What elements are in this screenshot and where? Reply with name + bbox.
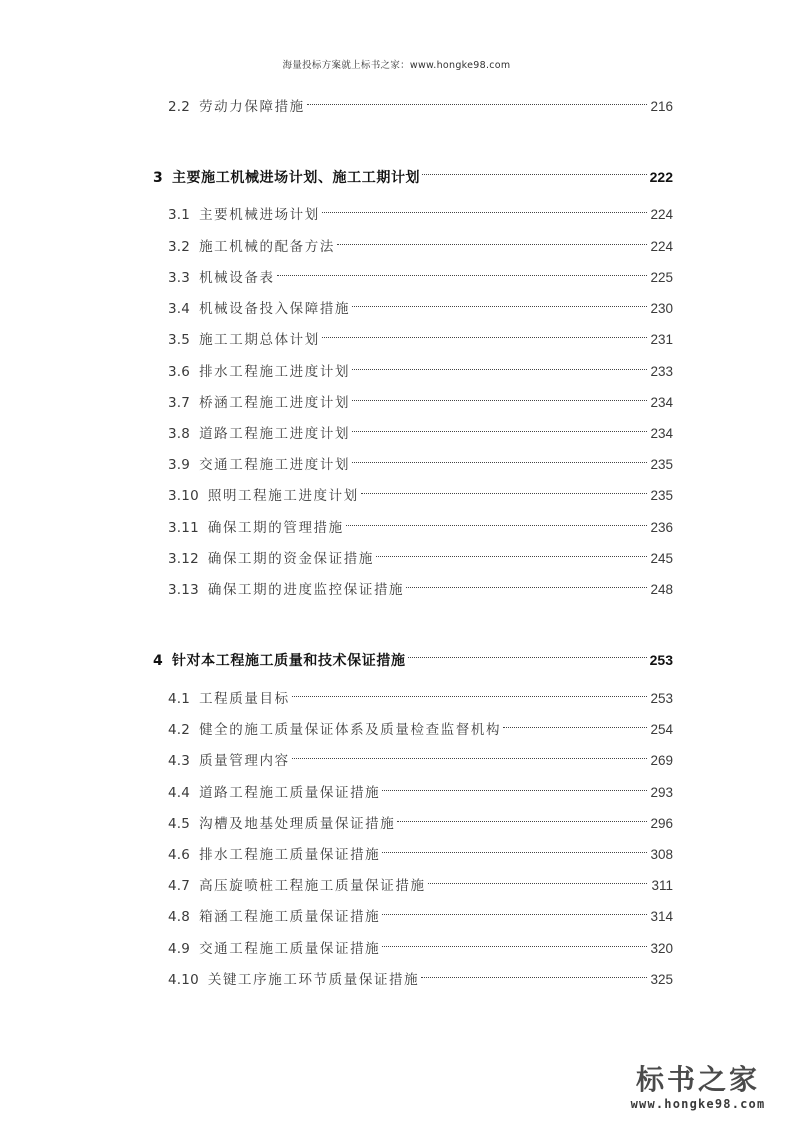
toc-section-page: 222 bbox=[649, 169, 673, 185]
toc-entry-title: 施工工期总体计划 bbox=[199, 332, 320, 348]
toc-entry[interactable] bbox=[168, 579, 673, 601]
dot-leader bbox=[382, 852, 647, 853]
toc-entry-title: 道路工程施工进度计划 bbox=[199, 426, 351, 442]
toc-entry-title: 照明工程施工进度计划 bbox=[207, 488, 359, 504]
toc-entry[interactable] bbox=[168, 96, 673, 118]
dot-leader bbox=[503, 727, 647, 728]
dot-leader bbox=[421, 977, 647, 978]
dot-leader bbox=[406, 587, 647, 588]
toc-entry[interactable] bbox=[168, 485, 673, 507]
dot-leader bbox=[352, 400, 647, 401]
toc-entry-title: 关键工序施工环节质量保证措施 bbox=[207, 972, 420, 988]
dot-leader bbox=[322, 212, 647, 213]
dot-leader bbox=[376, 556, 647, 557]
dot-leader bbox=[346, 525, 647, 526]
toc-entry-page: 233 bbox=[650, 364, 673, 379]
toc-entry-number: 3.7 bbox=[168, 395, 191, 411]
brand-logo-url: www.hongke98.com bbox=[630, 1097, 766, 1111]
toc-entry-page: 236 bbox=[650, 520, 673, 535]
toc-section-number: 3 bbox=[153, 170, 163, 186]
toc-entry[interactable] bbox=[168, 688, 673, 710]
toc-entry-page: 253 bbox=[650, 691, 673, 706]
dot-leader bbox=[361, 493, 647, 494]
toc-entry-number: 4.2 bbox=[168, 722, 191, 738]
toc-entry-number: 4.9 bbox=[168, 941, 191, 957]
toc-entry-number: 3.13 bbox=[168, 582, 199, 598]
dot-leader bbox=[422, 174, 647, 175]
toc-entry-title: 箱涵工程施工质量保证措施 bbox=[199, 909, 381, 925]
toc-entry-title: 质量管理内容 bbox=[199, 753, 290, 769]
toc-entry-number: 3.9 bbox=[168, 457, 191, 473]
toc-entry-page: 314 bbox=[650, 909, 673, 924]
toc-section-number: 4 bbox=[153, 653, 163, 669]
toc-entry-number: 3.10 bbox=[168, 488, 199, 504]
toc-entry[interactable] bbox=[168, 361, 673, 383]
toc-entry-title: 施工机械的配备方法 bbox=[199, 239, 335, 255]
toc-entry-number: 4.5 bbox=[168, 816, 191, 832]
toc-entry-page: 293 bbox=[650, 785, 673, 800]
toc-entry-title: 主要机械进场计划 bbox=[199, 207, 320, 223]
toc-entry-title: 健全的施工质量保证体系及质量检查监督机构 bbox=[199, 722, 502, 738]
toc-entry-title: 确保工期的资金保证措施 bbox=[207, 551, 374, 567]
toc-entry-title: 排水工程施工进度计划 bbox=[199, 364, 351, 380]
toc-entry-page: 235 bbox=[650, 488, 673, 503]
toc-entry[interactable] bbox=[168, 782, 673, 804]
dot-leader bbox=[408, 657, 647, 658]
toc-entry-page: 254 bbox=[650, 722, 673, 737]
toc-entry-page: 230 bbox=[650, 301, 673, 316]
dot-leader bbox=[352, 431, 647, 432]
toc-entry-title: 交通工程施工质量保证措施 bbox=[199, 941, 381, 957]
toc-entry-page: 320 bbox=[650, 941, 673, 956]
toc-entry-page: 231 bbox=[650, 332, 673, 347]
toc-entry-title: 交通工程施工进度计划 bbox=[199, 457, 351, 473]
toc-entry[interactable] bbox=[168, 267, 673, 289]
brand-logo-name: 标书之家 bbox=[635, 1063, 760, 1096]
toc-section[interactable] bbox=[153, 166, 673, 188]
dot-leader bbox=[397, 821, 647, 822]
dot-leader bbox=[307, 104, 647, 105]
toc-entry-page: 224 bbox=[650, 239, 673, 254]
toc-entry-page: 248 bbox=[650, 582, 673, 597]
toc-entry-page: 311 bbox=[651, 878, 673, 893]
toc-entry[interactable] bbox=[168, 719, 673, 741]
toc-entry-number: 4.4 bbox=[168, 785, 191, 801]
toc-entry-title: 沟槽及地基处理质量保证措施 bbox=[199, 816, 396, 832]
toc-entry-title: 桥涵工程施工进度计划 bbox=[199, 395, 351, 411]
toc-entry[interactable] bbox=[168, 204, 673, 226]
toc-entry[interactable] bbox=[168, 454, 673, 476]
toc-entry-title: 机械设备表 bbox=[199, 270, 275, 286]
toc-entry[interactable] bbox=[168, 423, 673, 445]
toc-section-title: 针对本工程施工质量和技术保证措施 bbox=[171, 653, 406, 669]
toc-entry-title: 确保工期的管理措施 bbox=[207, 520, 344, 536]
toc-entry-number: 3.11 bbox=[168, 520, 199, 536]
page-header: 海量投标方案就上标书之家：www.hongke98.com bbox=[282, 60, 511, 71]
toc-entry[interactable] bbox=[168, 548, 673, 570]
dot-leader bbox=[382, 946, 647, 947]
toc-entry[interactable] bbox=[168, 298, 673, 320]
toc-entry-title: 确保工期的进度监控保证措施 bbox=[207, 582, 405, 598]
toc-entry[interactable] bbox=[168, 750, 673, 772]
toc-entry-number: 3.4 bbox=[168, 301, 191, 317]
toc-entry[interactable] bbox=[168, 392, 673, 414]
toc-entry-number: 3.5 bbox=[168, 332, 191, 348]
toc-entry-page: 234 bbox=[650, 395, 673, 410]
toc-entry[interactable] bbox=[168, 236, 673, 258]
toc-section-title: 主要施工机械进场计划、施工工期计划 bbox=[171, 170, 421, 186]
toc-entry-page: 245 bbox=[650, 551, 673, 566]
toc-section-page: 253 bbox=[649, 652, 673, 668]
brand-logo bbox=[623, 1064, 773, 1112]
toc-entry-page: 234 bbox=[650, 426, 673, 441]
dot-leader bbox=[277, 275, 647, 276]
toc-entry[interactable] bbox=[168, 517, 673, 539]
toc-entry-number: 3.3 bbox=[168, 270, 191, 286]
toc-entry-number: 4.8 bbox=[168, 909, 191, 925]
dot-leader bbox=[382, 790, 647, 791]
toc-entry[interactable] bbox=[168, 813, 673, 835]
toc-entry-title: 工程质量目标 bbox=[199, 691, 290, 707]
toc-entry[interactable] bbox=[168, 938, 673, 960]
toc-entry-number: 4.6 bbox=[168, 847, 191, 863]
toc-entry-title: 高压旋喷桩工程施工质量保证措施 bbox=[199, 878, 426, 894]
toc-entry-number: 3.1 bbox=[168, 207, 191, 223]
toc-entry[interactable] bbox=[168, 844, 673, 866]
toc-entry[interactable] bbox=[168, 329, 673, 351]
toc-entry-title: 道路工程施工质量保证措施 bbox=[199, 785, 381, 801]
toc-entry-title: 劳动力保障措施 bbox=[199, 99, 305, 115]
dot-leader bbox=[352, 306, 647, 307]
toc-entry-page: 235 bbox=[650, 457, 673, 472]
toc-entry-page: 296 bbox=[650, 816, 673, 831]
toc-entry[interactable] bbox=[168, 906, 673, 928]
toc-entry-page: 308 bbox=[650, 847, 673, 862]
toc-entry-title: 机械设备投入保障措施 bbox=[199, 301, 351, 317]
toc-entry-number: 3.6 bbox=[168, 364, 191, 380]
toc-entry-page: 224 bbox=[650, 207, 673, 222]
toc-entry-number: 3.12 bbox=[168, 551, 199, 567]
toc-entry-number: 4.7 bbox=[168, 878, 191, 894]
dot-leader bbox=[292, 758, 647, 759]
toc-entry-page: 225 bbox=[650, 270, 673, 285]
toc-entry-title: 排水工程施工质量保证措施 bbox=[199, 847, 381, 863]
dot-leader bbox=[322, 337, 647, 338]
dot-leader bbox=[337, 244, 647, 245]
toc-entry[interactable] bbox=[168, 875, 673, 897]
dot-leader bbox=[292, 696, 647, 697]
toc-entry-number: 2.2 bbox=[168, 99, 191, 115]
dot-leader bbox=[428, 883, 647, 884]
toc-entry-page: 325 bbox=[650, 972, 673, 987]
dot-leader bbox=[352, 462, 647, 463]
toc-entry-page: 269 bbox=[650, 753, 673, 768]
dot-leader bbox=[382, 914, 647, 915]
toc-entry-number: 3.8 bbox=[168, 426, 191, 442]
toc-entry-number: 4.3 bbox=[168, 753, 191, 769]
toc-entry[interactable] bbox=[168, 969, 673, 991]
toc-entry-number: 4.1 bbox=[168, 691, 191, 707]
toc-entry-number: 4.10 bbox=[168, 972, 199, 988]
toc-entry-page: 216 bbox=[650, 99, 673, 114]
toc-entry-number: 3.2 bbox=[168, 239, 191, 255]
dot-leader bbox=[352, 369, 647, 370]
toc-section[interactable] bbox=[153, 649, 673, 671]
